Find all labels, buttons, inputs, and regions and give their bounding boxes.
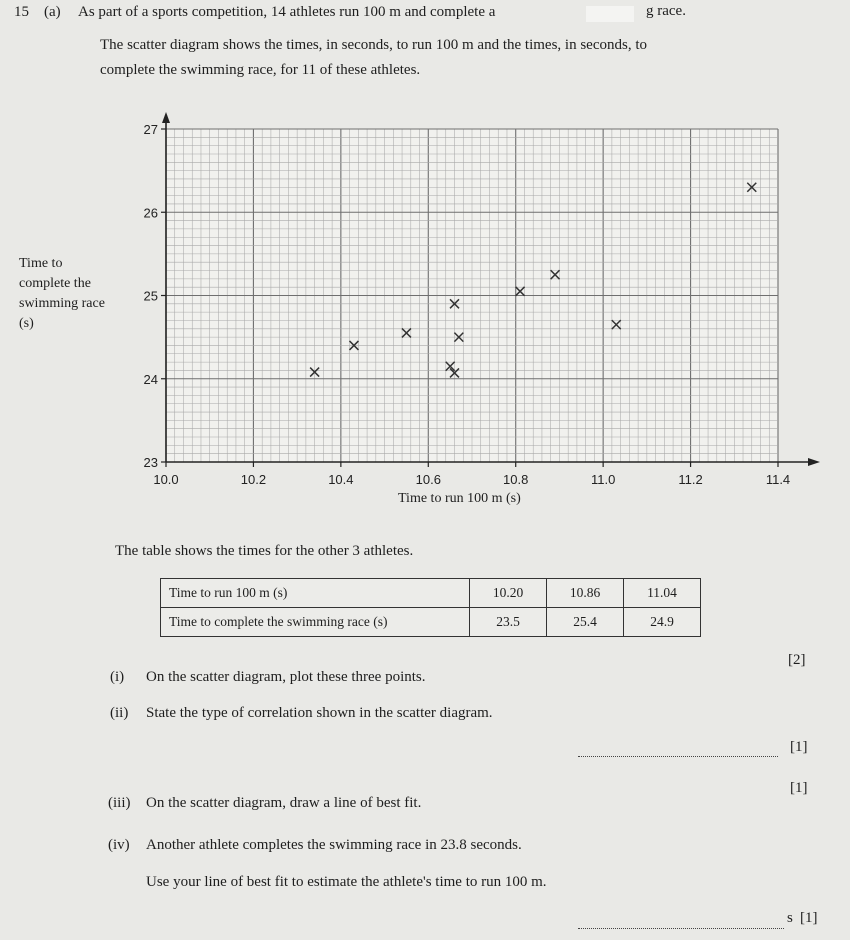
y-tick-label: 23 <box>143 455 158 470</box>
table-row <box>161 579 701 608</box>
part-ii-answer-line[interactable] <box>578 756 778 757</box>
x-tick-label: 10.6 <box>415 472 441 487</box>
y-axis-label-line: Time to <box>19 256 63 271</box>
part-iii-label: (iii) <box>108 795 131 811</box>
part-ii-marks: [1] <box>790 739 808 755</box>
part-i-label: (i) <box>110 669 125 685</box>
y-tick-label: 26 <box>143 205 158 221</box>
intro-line-2: The scatter diagram shows the times, in seconds, to run 100 m and the times, in seconds, to <box>100 37 647 53</box>
y-axis-label-line: swimming race <box>19 296 105 311</box>
part-ii-text: State the type of correlation shown in the scatter diagram. <box>146 705 493 721</box>
table-cell: 23.5 <box>470 608 547 637</box>
y-axis-label-line: (s) <box>19 316 34 331</box>
table-cell: 10.20 <box>470 579 547 608</box>
y-axis-label-line: complete the <box>19 276 91 291</box>
table-cell: 25.4 <box>547 608 624 637</box>
table-row-label: Time to complete the swimming race (s) <box>161 608 470 637</box>
x-axis-arrow <box>808 458 820 466</box>
x-tick-label: 10.0 <box>153 472 179 487</box>
part-i-marks: [2] <box>788 652 806 668</box>
y-tick-label: 25 <box>143 288 158 304</box>
table-row <box>161 608 701 637</box>
x-tick-label: 11.0 <box>590 472 616 487</box>
table-cell: 11.04 <box>624 579 701 608</box>
table-row-label: Time to run 100 m (s) <box>161 579 470 608</box>
intro-line-1: As part of a sports competition, 14 athletes run 100 m and complete a <box>78 4 496 20</box>
part-iv-marks: [1] <box>800 910 818 926</box>
y-tick-label: 27 <box>143 122 158 137</box>
x-tick-label: 10.2 <box>240 472 267 487</box>
part-iv-text-1: Another athlete completes the swimming race in 23.8 seconds. <box>146 837 522 853</box>
table-cell: 24.9 <box>624 608 701 637</box>
x-tick-label: 10.8 <box>503 472 529 487</box>
part-i-text: On the scatter diagram, plot these three points. <box>146 669 426 685</box>
table-cell: 10.86 <box>547 579 624 608</box>
question-part-label: (a) <box>44 4 61 20</box>
athlete-times-table <box>160 578 701 637</box>
part-iv-answer-line[interactable] <box>578 928 784 929</box>
part-ii-label: (ii) <box>110 705 129 721</box>
y-tick-label: 24 <box>143 371 158 387</box>
chart-grid <box>166 129 778 462</box>
y-axis-arrow <box>162 112 170 123</box>
table-intro: The table shows the times for the other 3 athletes. <box>115 543 414 559</box>
x-tick-label: 11.2 <box>678 472 703 487</box>
part-iv-unit: s <box>787 910 793 926</box>
part-iii-text: On the scatter diagram, draw a line of best fit. <box>146 795 422 811</box>
x-axis-label: Time to run 100 m (s) <box>398 491 521 506</box>
part-iv-text-2: Use your line of best fit to estimate the athlete's time to run 100 m. <box>146 874 547 890</box>
x-tick-label: 10.4 <box>328 472 354 487</box>
x-tick-label: 11.4 <box>765 472 791 487</box>
intro-line-1-end: g race. <box>646 3 686 19</box>
part-iii-marks: [1] <box>790 780 808 796</box>
intro-line-3: complete the swimming race, for 11 of these athletes. <box>100 62 421 78</box>
part-iv-label: (iv) <box>108 837 130 853</box>
question-number: 15 <box>14 4 29 20</box>
